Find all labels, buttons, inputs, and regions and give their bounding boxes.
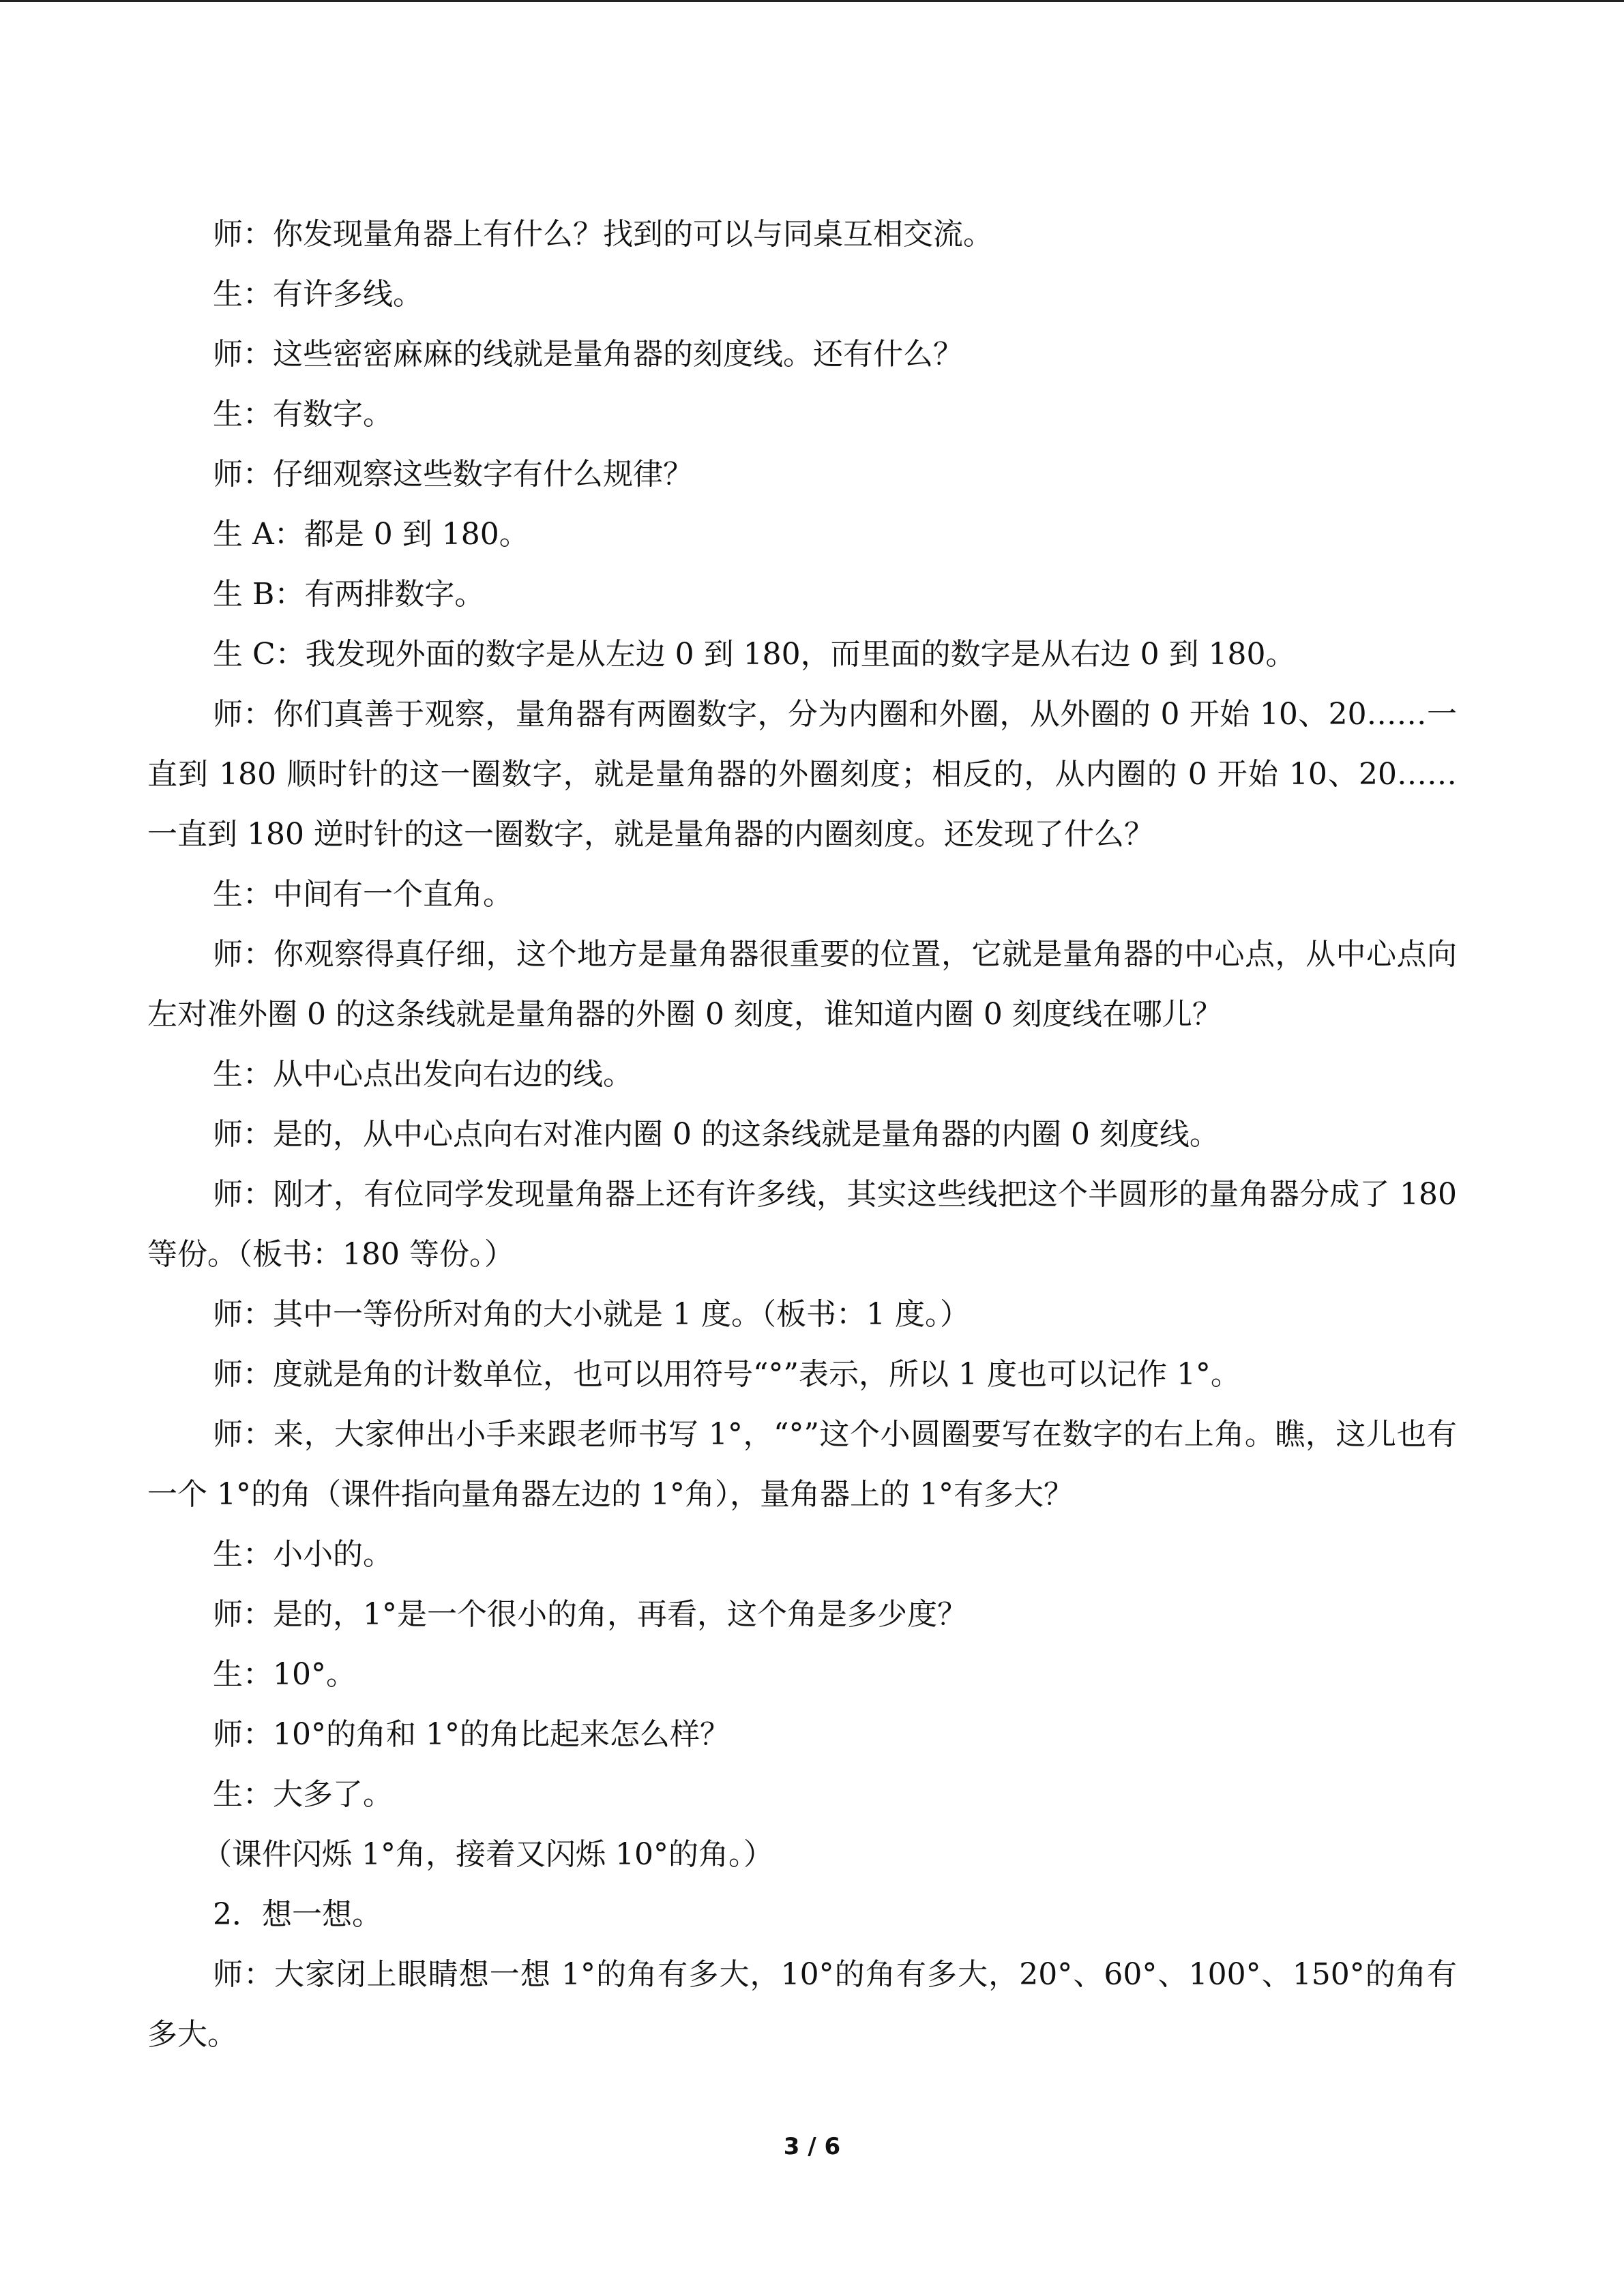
paragraph: 生：小小的。 bbox=[213, 1537, 393, 1572]
paragraph: 师：刚才，有位同学发现量角器上还有许多线，其实这些线把这个半圆形的量角器分成了 180 等份。（板书：180 等份。） bbox=[147, 1177, 1457, 1272]
paragraph: 生 C：我发现外面的数字是从左边 0 到 180，而里面的数字是从右边 0 到 180。 bbox=[213, 637, 1296, 672]
paragraph: 师：你们真善于观察，量角器有两圈数字，分为内圈和外圈，从外圈的 0 开始 10、20……一直到 180 顺时针的这一圈数字，就是量角器的外圈刻度；相反的，从内圈的 0 开始 10、20……一直到 180 逆时针的这一圈数字，就是量角器的内圈刻度。还发现了什么？ bbox=[147, 697, 1457, 852]
page-top-border bbox=[0, 0, 1624, 2]
paragraph: 师：是的，从中心点向右对准内圈 0 的这条线就是量角器的内圈 0 刻度线。 bbox=[213, 1117, 1220, 1152]
paragraph: 师：是的，1°是一个很小的角，再看，这个角是多少度？ bbox=[213, 1597, 967, 1632]
paragraph: 生 B：有两排数字。 bbox=[213, 577, 485, 612]
paragraph: 师：10°的角和 1°的角比起来怎么样？ bbox=[213, 1717, 730, 1752]
paragraph: 师：度就是角的计数单位，也可以用符号“°”表示，所以 1 度也可以记作 1°。 bbox=[213, 1357, 1241, 1392]
section-heading: 2．想一想。 bbox=[213, 1897, 382, 1932]
paragraph: 生：中间有一个直角。 bbox=[213, 877, 513, 912]
document-body bbox=[147, 205, 1457, 2065]
paragraph: 生：有数字。 bbox=[213, 397, 393, 432]
paragraph: 师：你观察得真仔细，这个地方是量角器很重要的位置，它就是量角器的中心点，从中心点向左对准外圈 0 的这条线就是量角器的外圈 0 刻度，谁知道内圈 0 刻度线在哪儿？ bbox=[147, 937, 1457, 1032]
paragraph: 师：来，大家伸出小手来跟老师书写 1°，“°”这个小圆圈要写在数字的右上角。瞧，这儿也有一个 1°的角（课件指向量角器左边的 1°角），量角器上的 1°有多大？ bbox=[147, 1417, 1457, 1512]
paragraph: 生：10°。 bbox=[213, 1657, 356, 1692]
paragraph: 师：大家闭上眼睛想一想 1°的角有多大，10°的角有多大，20°、60°、100°、150°的角有多大。 bbox=[147, 1957, 1457, 2052]
paragraph: 师：这些密密麻麻的线就是量角器的刻度线。还有什么？ bbox=[213, 337, 963, 372]
page-number: 3 / 6 bbox=[783, 2133, 841, 2160]
paragraph: 生：有许多线。 bbox=[213, 277, 423, 312]
paragraph: 生：大多了。 bbox=[213, 1777, 393, 1812]
paragraph: （课件闪烁 1°角，接着又闪烁 10°的角。） bbox=[202, 1837, 773, 1872]
paragraph: 师：仔细观察这些数字有什么规律？ bbox=[213, 457, 693, 492]
paragraph: 生 A：都是 0 到 180。 bbox=[213, 517, 529, 552]
paragraph: 生：从中心点出发向右边的线。 bbox=[213, 1057, 633, 1092]
paragraph: 师：你发现量角器上有什么？找到的可以与同桌互相交流。 bbox=[213, 217, 993, 252]
paragraph: 师：其中一等份所对角的大小就是 1 度。（板书：1 度。） bbox=[213, 1297, 970, 1332]
